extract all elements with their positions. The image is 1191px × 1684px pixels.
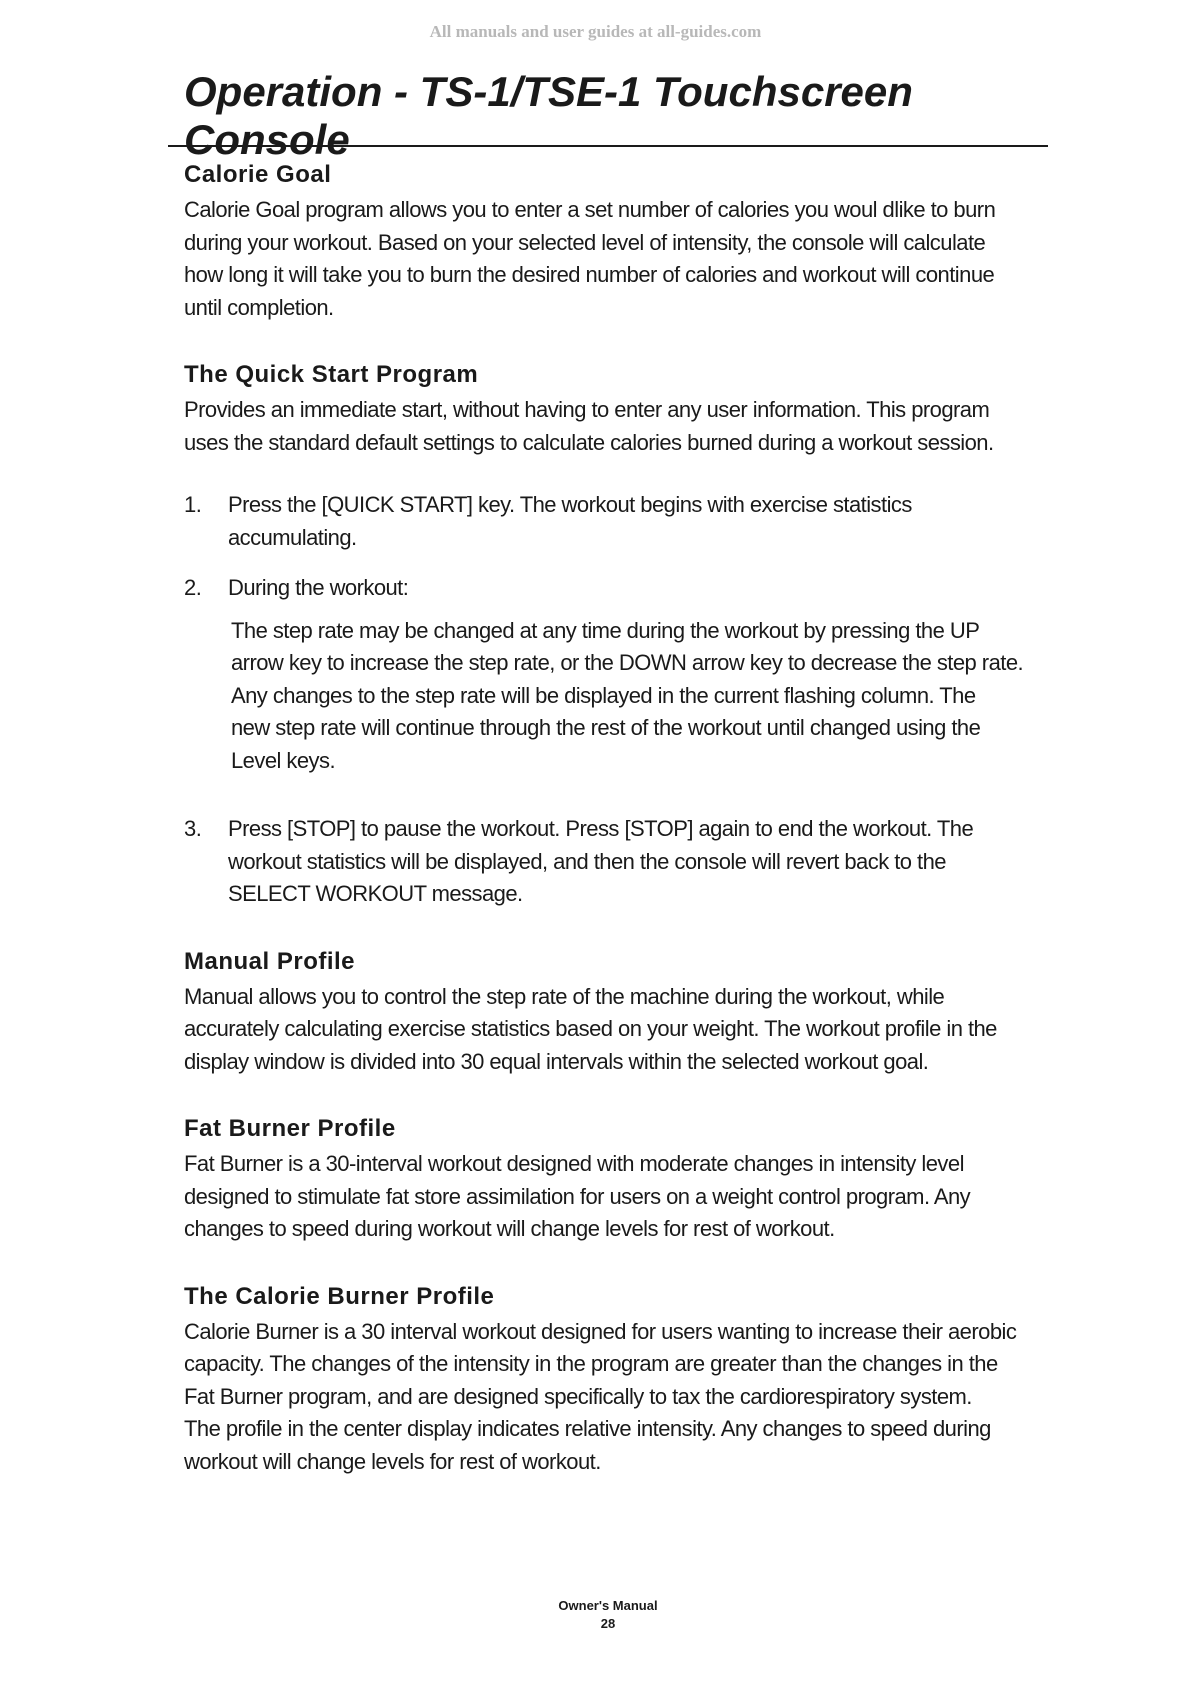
calorie-goal-heading: Calorie Goal [184,161,332,188]
step-3 [184,813,1064,911]
text-line: during your workout. Based on your selected level of intensity, the console will calculate [184,229,986,255]
footer-label: Owner's Manual [558,1598,658,1613]
step-number: 1. [184,492,202,517]
manual-profile-text [184,981,1064,1079]
step-number: 3. [184,816,202,841]
calorie-burner-section [184,1280,1064,1479]
page-footer [0,1597,1191,1633]
fat-burner-text [184,1148,1064,1246]
text-line: Provides an immediate start, without having to enter any user information. This program [184,397,990,422]
text-line: Calorie Goal program allows you to enter a set number of calories you woul dlike to burn [184,197,996,222]
text-line: capacity. The changes of the intensity in the program are greater than the changes in the [184,1351,998,1376]
step-text [228,572,1064,605]
text-line: changes to speed during workout will change levels for rest of workout. [184,1216,835,1241]
text-line: how long it will take you to burn the desired number of calories and workout will continue [184,262,995,287]
text-line: workout will change levels for rest of workout. [184,1448,601,1474]
step-text [228,813,1064,911]
watermark: All manuals and user guides at all-guides.com [429,22,762,41]
manual-content [184,158,1064,1512]
step-text [228,489,1064,554]
manual-profile-section [184,945,1064,1079]
text-line: accurately calculating exercise statistics based on your weight. The workout profile in the [184,1016,997,1041]
quick-start-text [184,394,1064,459]
calorie-goal-text [184,194,1064,324]
text-line: new step rate will continue through the rest of the workout until changed using the [231,715,981,740]
manual-profile-heading: Manual Profile [184,947,356,975]
step-detail-text [231,615,1064,778]
step-number: 2. [184,575,202,600]
calorie-burner-text [184,1316,1064,1479]
quick-start-steps [184,489,1064,911]
text-line: Level keys. [231,747,336,773]
text-line: Calorie Burner is a 30 interval workout designed for users wanting to increase their aerobic [184,1318,1017,1344]
text-line: accumulating. [228,524,357,550]
page-title: Operation - TS-1/TSE-1 Touchscreen Console [184,68,913,163]
text-line: Fat Burner program, and are designed specifically to tax the cardiorespiratory system. [184,1383,972,1409]
step-2 [184,572,1064,777]
text-line: Manual allows you to control the step rate of the machine during the workout, while [184,983,945,1009]
text-line: display window is divided into 30 equal intervals within the selected workout goal. [184,1048,929,1074]
text-line: until completion. [184,294,334,320]
text-line: Fat Burner is a 30-interval workout designed with moderate changes in intensity level [184,1151,964,1176]
step-1 [184,489,1064,554]
fat-burner-section [184,1112,1064,1246]
page-number: 28 [600,1616,616,1631]
calorie-burner-heading: The Calorie Burner Profile [184,1282,495,1310]
text-line: uses the standard default settings to calculate calories burned during a workout session. [184,429,994,455]
fat-burner-heading: Fat Burner Profile [184,1115,396,1142]
text-line: The profile in the center display indicates relative intensity. Any changes to speed during [184,1416,991,1441]
text-line: Any changes to the step rate will be displayed in the current flashing column. The [231,682,976,708]
text-line: The step rate may be changed at any time during the workout by pressing the UP [231,617,980,643]
text-line: Press [STOP] to pause the workout. Press [STOP] again to end the workout. The [228,816,974,841]
title-divider [168,145,1048,147]
quick-start-section [184,358,1064,911]
text-line: Press the [QUICK START] key. The workout begins with exercise statistics [228,492,912,517]
text-line: workout statistics will be displayed, and then the console will revert back to the [228,848,946,874]
quick-start-heading: The Quick Start Program [184,361,479,388]
calorie-goal-section [184,158,1064,324]
text-line: SELECT WORKOUT message. [228,881,523,906]
text-line: arrow key to increase the step rate, or the DOWN arrow key to decrease the step rate. [231,650,1024,675]
text-line: During the workout: [228,575,409,600]
text-line: designed to stimulate fat store assimilation for users on a weight control program. Any [184,1183,971,1209]
